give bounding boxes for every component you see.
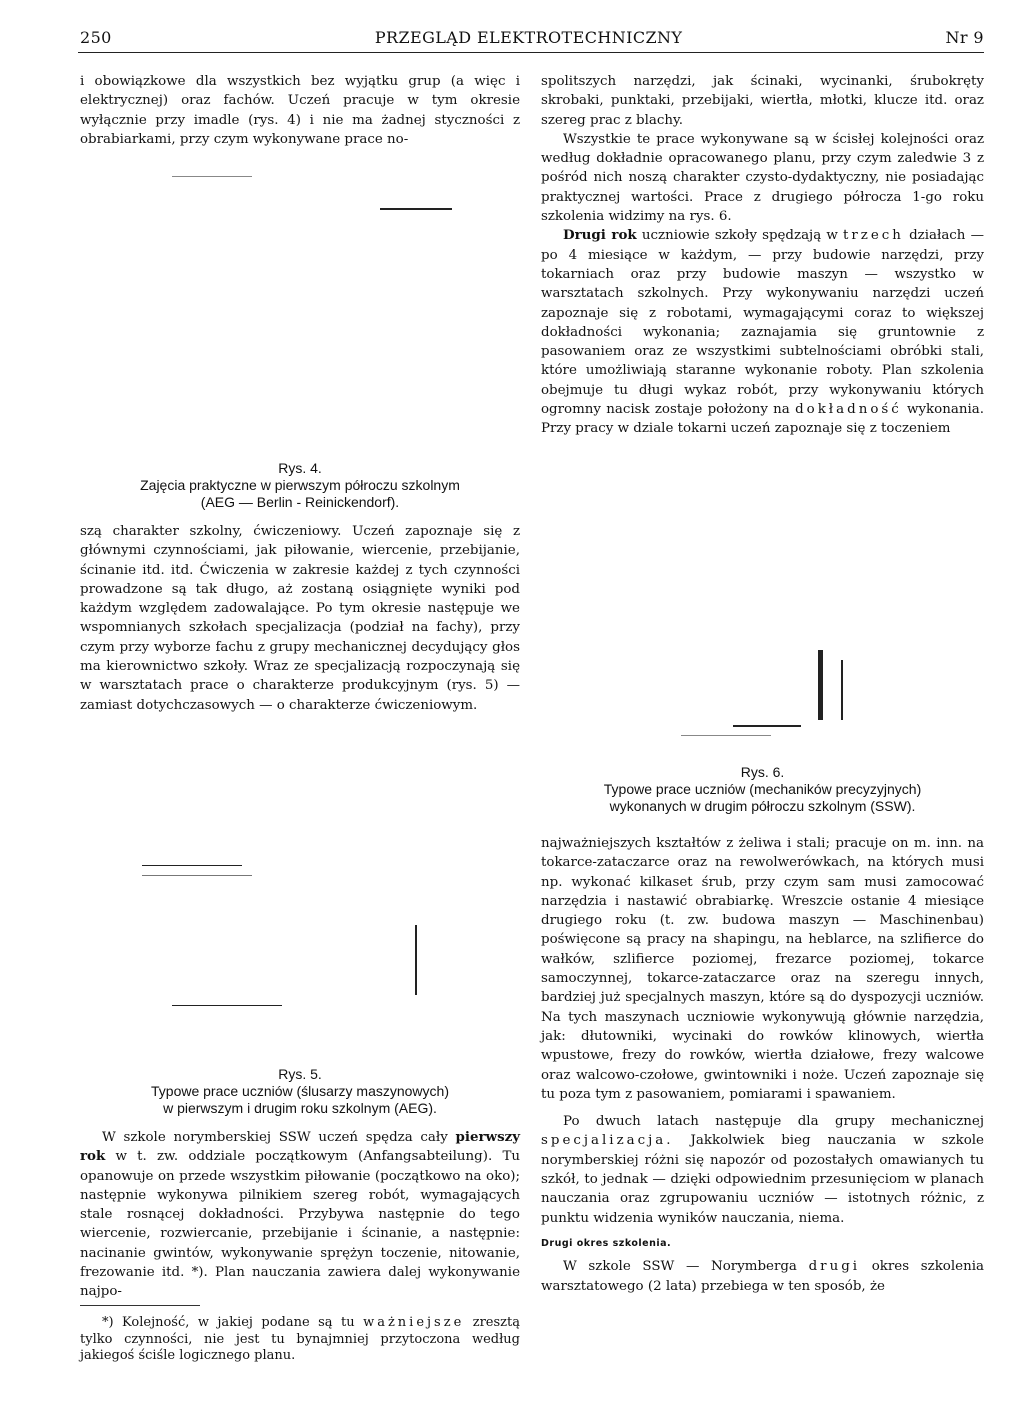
figure-6-label: Rys. 6. [740,764,785,780]
footnote-rule [80,1305,200,1306]
left-top-paragraph: i obowiązkowe dla wszystkich bez wyjątku grup (a więc i elektrycznej) oraz fachów. Uczeń pracuje w tym okresie wyłącznie przy imadle (rys. 4) i nie ma żadnej styczności z obrabiarkami, przy czym wykonywane prace no- [80,74,520,147]
figure-4-image [80,160,520,450]
running-header [80,28,984,52]
left-middle-text [80,522,520,715]
figure-4-caption-line1: Zajęcia praktyczne w pierwszym półroczu szkolnym [140,477,460,493]
issue-number: Nr 9 [945,28,984,47]
right-lower-paragraph-2: Po dwuch latach następuje dla grupy mechanicznej specjalizacja. Jakkolwiek bieg nauczania w szkole norymberskiej różni się napozór od pozostałych omawianych tu szkół, to jednak — dzięki odpowiednim przesunięciom w planach nauczania oraz zgrupowaniu uczniów — istotnych różnic, z punktu widzenia wyników nauczania, niema. [541,1114,984,1226]
bold-first-year: pierwszy rok [80,1129,520,1165]
footnote-spaced-word: ważniejsze [363,1315,465,1330]
figure-5-caption-line1: Typowe prace uczniów (ślusarzy maszynowych) [151,1083,449,1099]
right-lower-paragraph-1: najważniejszych kształtów z żeliwa i stali; pracuje on m. inn. na tokarce-zataczarce oraz na rewolwerówkach, na których musi np. wykonać kilkaset śrub, przy czym sam musi zamocować narzędzia i nastawić obrabiarkę. Wreszcie ostanie 4 miesiące drugiego roku (t. zw. budowa maszyn — Maschinenbau) poświęcone są pracy na shapingu, na heblarce, na szlifierce do wałków, szlifierce poziomej, frezarce poziomej, tokarce samoczynnej, tokarce-zataczarce oraz na szeregu innych, bardziej już specjalnych maszyn, które są do dyspozycji uczniów. Na tych maszynach uczniowie wykonywują głównie narzędzia, jak: dłutowniki, wycinaki do rowków klinowych, wiertła wpustowe, frezy do rowków, wiertła działowe, frezy walcowe oraz walcowo-czołowe, gwintowniki i noże. Uczeń zapoznaje się tu poza tym z pasowaniem, pomiarami i spawaniem. [541,836,984,1102]
footnote: *) Kolejność, w jakiej podane są tu ważniejsze zresztą tylko czynności, nie jest tu bynajmniej przytoczona według jakiegoś ściśle logicznego planu. [80,1315,520,1363]
right-top-paragraph: spolitszych narzędzi, jak ścinaki, wycinanki, śrubokręty skrobaki, punktaki, przebijaki, wiertła, młotki, klucze itd. oraz szereg prac z blachy. [541,74,984,128]
figure-6-caption [541,764,984,815]
figure-5-image [80,845,520,1060]
figure-4-label: Rys. 4. [278,460,322,476]
left-middle-paragraph-b: Po tym okresie następuje we wspomnianych szkołach specjalizacja (podział na fachy), przy czym przy wyborze fachu z grupy mechanicznej decydujący głos ma kierownictwo szkoły. Wraz ze specjalizacją rozpoczynają się w warsztatach prace o charakterze produkcyjnym (rys. 5) — zamiast dotychczasowych — o charakterze ćwiczeniowym. [80,601,520,713]
figure-6-image [541,500,984,755]
figure-5-caption-line2: w pierwszym i drugim roku szkolnym (AEG). [163,1100,437,1116]
figure-6-caption-line2: wykonanych w drugim półroczu szkolnym (SSW). [609,798,916,814]
figure-5-caption [80,1066,520,1117]
section-subheading: Drugi okres szkolenia. [541,1237,672,1249]
journal-title: PRZEGLĄD ELEKTROTECHNICZNY [374,28,683,47]
figure-4-caption-line2: (AEG — Berlin - Reinickendorf). [200,494,400,510]
figure-5-label: Rys. 5. [278,1066,322,1082]
right-lower-text [541,834,984,1296]
left-top-text [80,72,520,149]
left-bottom-paragraph: W szkole norymberskiej SSW uczeń spędza cały pierwszy rok w t. zw. oddziale początkowym (Anfangsabteilung). Tu opanowuje on przede wszystkim piłowanie (początkowo na oko); następnie wykonywa pilnikiem szereg robót, wymagających stale rosnącej dokładności. Przybywa następnie do tego wiercenie, rozwiercanie, przebijanie i ścinanie, a następnie: nacinanie gwintów, wykonywanie sprężyn toczenie, nitowanie, frezowanie itd. *). Plan nauczania zawiera dalej wykonywanie najpo- [80,1129,520,1300]
right-last-paragraph: W szkole SSW — Norymberga drugi okres szkolenia warsztatowego (2 lata) przebiega w ten sposób, że [541,1259,984,1294]
right-top-text [541,72,984,439]
right-paragraph-2: Wszystkie te prace wykonywane są w ścisłej kolejności oraz według dokładnie opracowanego planu, przy czym zaledwie 3 z pośród nich noszą charakter czysto-dydaktyczny, nie posiadając praktycznej wartości. Prace z drugiego półrocza 1-go roku szkolenia widzimy na rys. 6. [541,131,984,225]
left-middle-paragraph-a: szą charakter szkolny, ćwiczeniowy. Uczeń zapoznaje się z głównymi czynnościami, jak piłowanie, wiercenie, przebijanie, ścinanie itd. itd. Ćwiczenia w zakresie każdej z tych czynności prowadzone są tak długo, aż zostaną osiągnięte wyniki pod każdym względem zadowalające. Po tym okresie następuje we wspomnianych szkołach specjalizacja (podział na fachy), przy czym przy wyborze fachu z grupy mechanicznej decydujący głos ma kierownictwo szkoły. Wraz ze specjalizacją rozpoczynają się w warsztatach prace o charakterze produkcyjnym (rys. 5) — zamiast dotychczasowych — o charakterze ćwiczeniowym. [80,524,520,713]
figure-4-caption [80,460,520,511]
page-number: 250 [80,28,112,47]
bold-second-year: Drugi rok [563,227,637,244]
left-bottom-text [80,1128,520,1302]
figure-6-caption-line1: Typowe prace uczniów (mechaników precyzyjnych) [603,781,922,797]
header-rule [78,52,984,53]
right-paragraph-3: Drugi rok uczniowie szkoły spędzają w trzech działach — po 4 miesiące w każdym, — przy budowie narzędzi, przy tokarniach oraz przy budowie maszyn — wszystko w warsztatach szkolnych. Przy wykonywaniu narzędzi uczeń zapoznaje się z robotami, wymagającymi coraz to większej dokładności wykonania; zaznajamia się gruntownie z pasowaniem oraz ze wszystkimi subtelnościami obróbki stali, które umożliwiają staranne wykonanie roboty. Plan szkolenia obejmuje tu długi wykaz robót, przy wykonywaniu których ogromny nacisk zostaje położony na dokładność wykonania. Przy pracy w dziale tokarni uczeń zapoznaje się z toczeniem [541,227,985,437]
